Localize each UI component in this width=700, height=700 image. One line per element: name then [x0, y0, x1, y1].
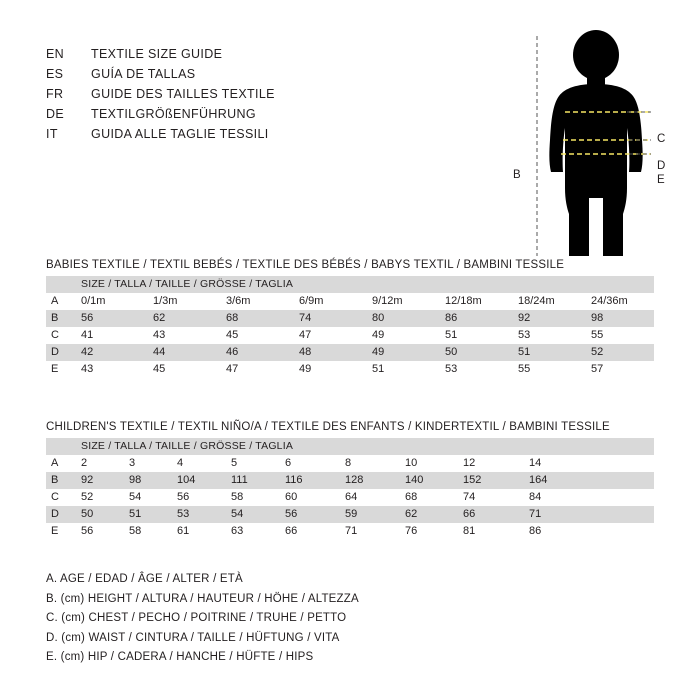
cell: 66 [456, 506, 522, 523]
table-row [46, 523, 654, 540]
cell: 62 [398, 506, 456, 523]
table-row [46, 293, 654, 310]
cell: 24/36m [584, 293, 654, 310]
figure-label-d: D [657, 160, 666, 172]
row-label: C [46, 489, 74, 506]
language-title: TEXTILGRÖßENFÜHRUNG [91, 107, 256, 121]
table-row [46, 472, 654, 489]
table-row [46, 506, 654, 523]
language-row [46, 124, 346, 144]
cell: 98 [122, 472, 170, 489]
babies-table-section [46, 259, 654, 378]
cell: 84 [522, 489, 654, 506]
cell: 52 [74, 489, 122, 506]
children-size-table [46, 438, 654, 540]
cell: 57 [584, 361, 654, 378]
table-row [46, 327, 654, 344]
cell: 55 [511, 361, 584, 378]
cell: 61 [170, 523, 224, 540]
cell: 53 [438, 361, 511, 378]
cell: 6/9m [292, 293, 365, 310]
cell: 86 [438, 310, 511, 327]
cell: 51 [438, 327, 511, 344]
cell: 58 [224, 489, 278, 506]
legend-item: E. (cm) HIP / CADERA / HANCHE / HÜFTE / HIPS [46, 651, 314, 663]
figure-label-b: B [513, 169, 521, 181]
row-label: A [46, 455, 74, 472]
legend-item: B. (cm) HEIGHT / ALTURA / HAUTEUR / HÖHE / ALTEZZA [46, 592, 359, 605]
cell: 53 [170, 506, 224, 523]
cell: 48 [292, 344, 365, 361]
cell: 3 [122, 455, 170, 472]
cell: 41 [74, 327, 146, 344]
cell: 18/24m [511, 293, 584, 310]
cell: 53 [511, 327, 584, 344]
cell: 47 [292, 327, 365, 344]
cell: 1/3m [146, 293, 219, 310]
cell: 66 [278, 523, 338, 540]
cell: 98 [584, 310, 654, 327]
cell: 92 [511, 310, 584, 327]
cell: 128 [338, 472, 398, 489]
cell: 116 [278, 472, 338, 489]
cell: 55 [584, 327, 654, 344]
cell: 14 [522, 455, 654, 472]
cell: 12/18m [438, 293, 511, 310]
cell: 86 [522, 523, 654, 540]
cell: 50 [438, 344, 511, 361]
table-header-row [46, 276, 654, 293]
language-title: GUÍA DE TALLAS [91, 67, 196, 81]
cell: 54 [122, 489, 170, 506]
table-row [46, 344, 654, 361]
row-label: B [46, 310, 74, 327]
cell: 140 [398, 472, 456, 489]
cell: 71 [522, 506, 654, 523]
cell: 3/6m [219, 293, 292, 310]
cell: 81 [456, 523, 522, 540]
cell: 74 [456, 489, 522, 506]
language-row [46, 84, 346, 104]
children-header-label: SIZE / TALLA / TAILLE / GRÖSSE / TAGLIA [74, 438, 654, 455]
legend-item: C. (cm) CHEST / PECHO / POITRINE / TRUHE / PETTO [46, 612, 347, 624]
cell: 9/12m [365, 293, 438, 310]
cell: 59 [338, 506, 398, 523]
cell: 68 [398, 489, 456, 506]
table-row [46, 361, 654, 378]
table-header-row [46, 438, 654, 455]
cell: 47 [219, 361, 292, 378]
cell: 104 [170, 472, 224, 489]
row-label: E [46, 361, 74, 378]
header-spacer [46, 276, 74, 293]
cell: 10 [398, 455, 456, 472]
figure-label-e: E [657, 174, 665, 186]
language-code: FR [46, 87, 64, 101]
cell: 49 [292, 361, 365, 378]
cell: 44 [146, 344, 219, 361]
cell: 56 [278, 506, 338, 523]
babies-size-table [46, 276, 654, 378]
table-row [46, 489, 654, 506]
cell: 43 [74, 361, 146, 378]
cell: 152 [456, 472, 522, 489]
cell: 60 [278, 489, 338, 506]
cell: 49 [365, 344, 438, 361]
cell: 71 [338, 523, 398, 540]
header-spacer [46, 438, 74, 455]
language-code: IT [46, 127, 58, 141]
language-code: ES [46, 67, 64, 81]
cell: 49 [365, 327, 438, 344]
cell: 56 [74, 310, 146, 327]
row-label: E [46, 523, 74, 540]
babies-header-label: SIZE / TALLA / TAILLE / GRÖSSE / TAGLIA [74, 276, 654, 293]
cell: 56 [74, 523, 122, 540]
cell: 50 [74, 506, 122, 523]
cell: 164 [522, 472, 654, 489]
children-table-title: CHILDREN'S TEXTILE / TEXTIL NIÑO/A / TEXTILE DES ENFANTS / KINDERTEXTIL / BAMBINI TESSILE [46, 421, 610, 433]
cell: 80 [365, 310, 438, 327]
babies-table-title: BABIES TEXTILE / TEXTIL BEBÉS / TEXTILE DES BÉBÉS / BABYS TEXTIL / BAMBINI TESSILE [46, 259, 565, 271]
cell: 42 [74, 344, 146, 361]
cell: 74 [292, 310, 365, 327]
language-row [46, 64, 346, 84]
measurement-legend [46, 570, 359, 668]
cell: 45 [146, 361, 219, 378]
cell: 51 [122, 506, 170, 523]
cell: 111 [224, 472, 278, 489]
cell: 63 [224, 523, 278, 540]
language-row [46, 104, 346, 124]
cell: 2 [74, 455, 122, 472]
cell: 6 [278, 455, 338, 472]
cell: 4 [170, 455, 224, 472]
table-row [46, 310, 654, 327]
cell: 68 [219, 310, 292, 327]
cell: 56 [170, 489, 224, 506]
language-row [46, 44, 346, 64]
figure-label-c: C [657, 133, 666, 145]
body-measurement-figure [505, 28, 680, 253]
cell: 8 [338, 455, 398, 472]
legend-item: A. AGE / EDAD / ÂGE / ALTER / ETÀ [46, 573, 243, 585]
row-label: D [46, 506, 74, 523]
cell: 46 [219, 344, 292, 361]
child-silhouette-icon [505, 28, 680, 258]
language-title: GUIDA ALLE TAGLIE TESSILI [91, 127, 269, 141]
row-label: B [46, 472, 74, 489]
cell: 62 [146, 310, 219, 327]
cell: 43 [146, 327, 219, 344]
cell: 64 [338, 489, 398, 506]
cell: 45 [219, 327, 292, 344]
row-label: A [46, 293, 74, 310]
cell: 54 [224, 506, 278, 523]
language-code: DE [46, 107, 65, 121]
children-table-section [46, 421, 654, 540]
cell: 51 [365, 361, 438, 378]
language-list [46, 44, 346, 144]
table-row [46, 455, 654, 472]
row-label: D [46, 344, 74, 361]
cell: 0/1m [74, 293, 146, 310]
cell: 51 [511, 344, 584, 361]
cell: 76 [398, 523, 456, 540]
language-code: EN [46, 47, 65, 61]
language-title: GUIDE DES TAILLES TEXTILE [91, 87, 275, 101]
cell: 92 [74, 472, 122, 489]
row-label: C [46, 327, 74, 344]
language-title: TEXTILE SIZE GUIDE [91, 47, 223, 61]
cell: 12 [456, 455, 522, 472]
legend-item: D. (cm) WAIST / CINTURA / TAILLE / HÜFTUNG / VITA [46, 631, 340, 644]
cell: 58 [122, 523, 170, 540]
cell: 52 [584, 344, 654, 361]
cell: 5 [224, 455, 278, 472]
